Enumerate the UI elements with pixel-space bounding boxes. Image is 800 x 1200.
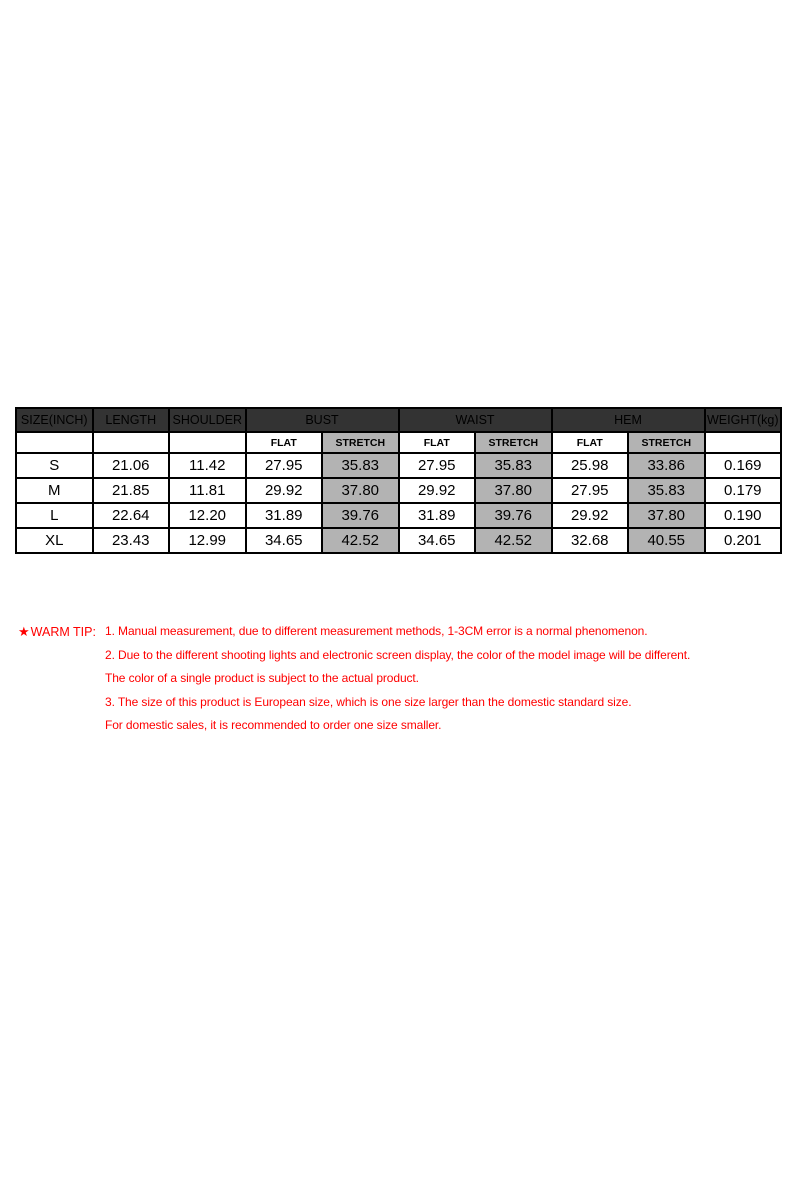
value-cell: 42.52 [322,528,399,553]
table-row-xl [16,528,781,553]
sub-header-stretch: STRETCH [628,432,705,453]
value-cell: 11.81 [169,478,246,503]
warm-tip-line: 2. Due to the different shooting lights and electronic screen display, the color of the model image will be different. [105,647,691,662]
header-group-shoulder: SHOULDER [169,408,246,432]
table-row-m [16,478,781,503]
header-group-waist: WAIST [399,408,552,432]
size-chart-body [16,453,781,553]
warm-tip-line: For domestic sales, it is recommended to order one size smaller. [105,718,442,732]
size-chart-table [15,407,782,554]
value-cell: 21.85 [93,478,170,503]
value-cell: 35.83 [322,453,399,478]
value-cell: 37.80 [322,478,399,503]
header-group-size-inch: SIZE(INCH) [16,408,93,432]
header-group-row [16,408,781,432]
value-cell: 29.92 [399,478,476,503]
value-cell: 37.80 [628,503,705,528]
header-group-length: LENGTH [93,408,170,432]
value-cell: 37.80 [475,478,552,503]
value-cell: 39.76 [475,503,552,528]
value-cell: 0.201 [705,528,782,553]
value-cell: 0.179 [705,478,782,503]
warm-tip-lines [105,620,796,738]
value-cell: 22.64 [93,503,170,528]
value-cell: 29.92 [552,503,629,528]
value-cell: 27.95 [552,478,629,503]
warm-tip-title: WARM TIP: [30,625,96,639]
value-cell: 31.89 [399,503,476,528]
table-row-s [16,453,781,478]
value-cell: 12.99 [169,528,246,553]
header-group-hem: HEM [552,408,705,432]
sub-header-empty [705,432,782,453]
star-icon: ★ [18,624,30,639]
sub-header-row [16,432,781,453]
table-row-l [16,503,781,528]
sub-header-empty [16,432,93,453]
value-cell: 32.68 [552,528,629,553]
value-cell: 11.42 [169,453,246,478]
sub-header-flat: FLAT [246,432,323,453]
value-cell: 12.20 [169,503,246,528]
warm-tip-line: The color of a single product is subject to the actual product. [105,671,419,685]
value-cell: 29.92 [246,478,323,503]
sub-header-stretch: STRETCH [322,432,399,453]
value-cell: 25.98 [552,453,629,478]
value-cell: 40.55 [628,528,705,553]
size-chart-head [16,408,781,453]
warm-tip-line: 1. Manual measurement, due to different measurement methods, 1-3CM error is a normal phenomenon. [105,624,648,638]
size-cell: XL [16,528,93,553]
header-group-weight-kg: WEIGHT(kg) [705,408,782,432]
value-cell: 31.89 [246,503,323,528]
value-cell: 35.83 [475,453,552,478]
value-cell: 34.65 [399,528,476,553]
value-cell: 0.169 [705,453,782,478]
size-cell: L [16,503,93,528]
header-group-bust: BUST [246,408,399,432]
size-cell: M [16,478,93,503]
value-cell: 23.43 [93,528,170,553]
value-cell: 35.83 [628,478,705,503]
sub-header-empty [93,432,170,453]
sub-header-stretch: STRETCH [475,432,552,453]
value-cell: 0.190 [705,503,782,528]
value-cell: 27.95 [399,453,476,478]
value-cell: 27.95 [246,453,323,478]
value-cell: 21.06 [93,453,170,478]
sub-header-flat: FLAT [399,432,476,453]
sub-header-empty [169,432,246,453]
size-cell: S [16,453,93,478]
value-cell: 42.52 [475,528,552,553]
value-cell: 34.65 [246,528,323,553]
warm-tip-line: 3. The size of this product is European size, which is one size larger than the domestic standard size. [105,694,632,709]
sub-header-flat: FLAT [552,432,629,453]
value-cell: 33.86 [628,453,705,478]
warm-tip-label [18,620,96,644]
value-cell: 39.76 [322,503,399,528]
